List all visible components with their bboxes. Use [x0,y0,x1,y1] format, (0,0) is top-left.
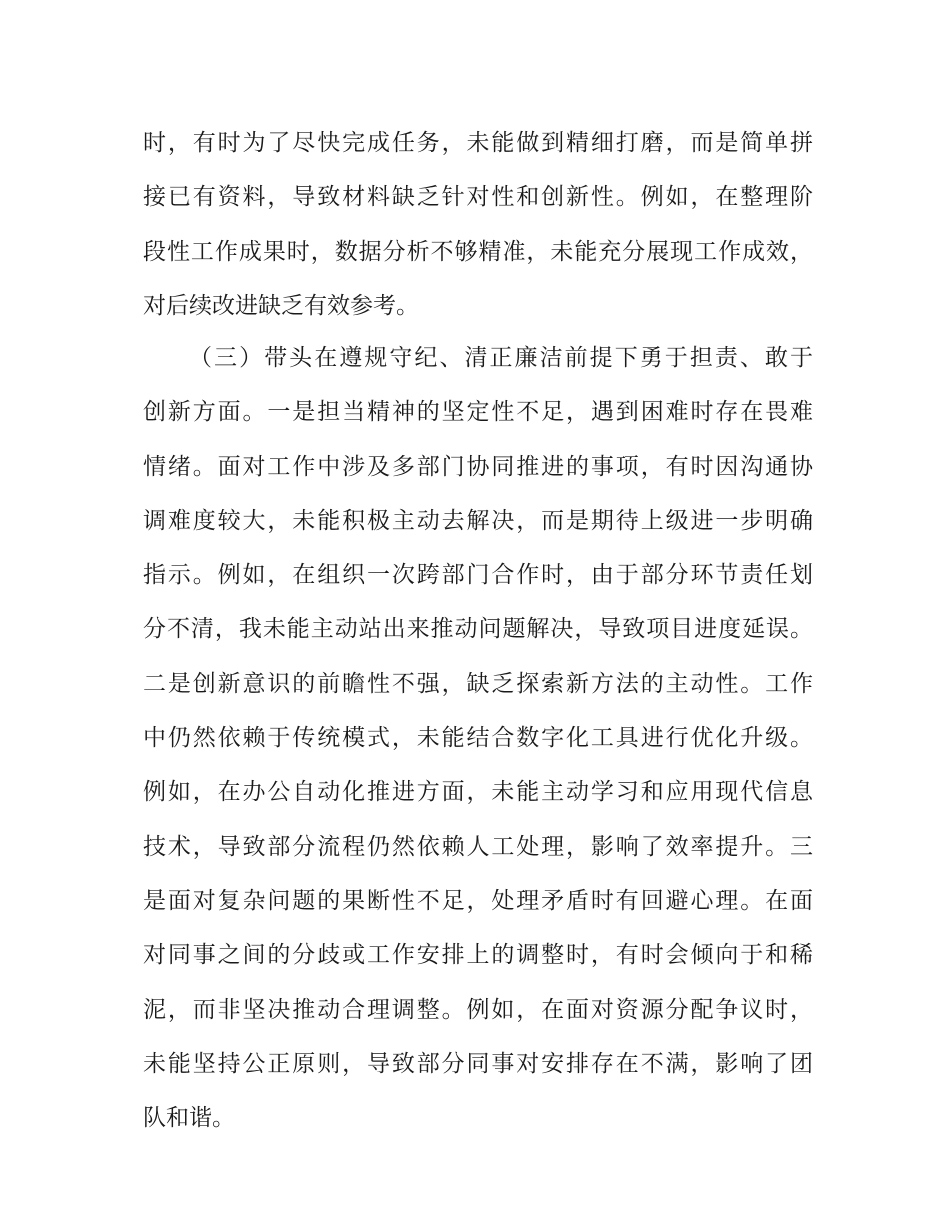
text-line: 未能坚持公正原则，导致部分同事对安排存在不满，影响了团 [143,1050,813,1077]
text-line: 时，有时为了尽快完成任务，未能做到精细打磨，而是简单拼 [143,130,813,156]
text-line: 对后续改进缺乏有效参考。 [143,292,419,319]
text-line: 中仍然依赖于传统模式，未能结合数字化工具进行优化升级。 [143,725,813,752]
text-line: 是面对复杂问题的果断性不足，处理矛盾时有回避心理。在面 [143,887,813,914]
text-line: 泥，而非坚决推动合理调整。例如，在面对资源分配争议时， [143,996,813,1023]
text-line: 段性工作成果时，数据分析不够精准，未能充分展现工作成效， [143,238,813,265]
text-line: 对同事之间的分歧或工作安排上的调整时，有时会倾向于和稀 [143,942,813,969]
text-line: 队和谐。 [143,1105,235,1132]
text-line: 情绪。面对工作中涉及多部门协同推进的事项，有时因沟通协 [143,453,813,480]
text-line: 接已有资料，导致材料缺乏针对性和创新性。例如，在整理阶 [143,184,813,211]
text-line: 创新方面。一是担当精神的坚定性不足，遇到困难时存在畏难 [143,399,813,426]
text-line: 技术，导致部分流程仍然依赖人工处理，影响了效率提升。三 [143,833,813,860]
text-line: 二是创新意识的前瞻性不强，缺乏探索新方法的主动性。工作 [143,670,813,697]
text-line: 指示。例如，在组织一次跨部门合作时，由于部分环节责任划 [143,562,813,589]
paragraph-continuation [143,116,813,333]
paragraph-section-three [143,331,813,1145]
text-line: 分不清，我未能主动站出来推动问题解决，导致项目进度延误。 [143,616,813,643]
text-line: 调难度较大，未能积极主动去解决，而是期待上级进一步明确 [143,507,813,534]
text-line: 例如，在办公自动化推进方面，未能主动学习和应用现代信息 [143,779,813,806]
section-heading-line: （三）带头在遵规守纪、清正廉洁前提下勇于担责、敢于 [189,345,813,371]
